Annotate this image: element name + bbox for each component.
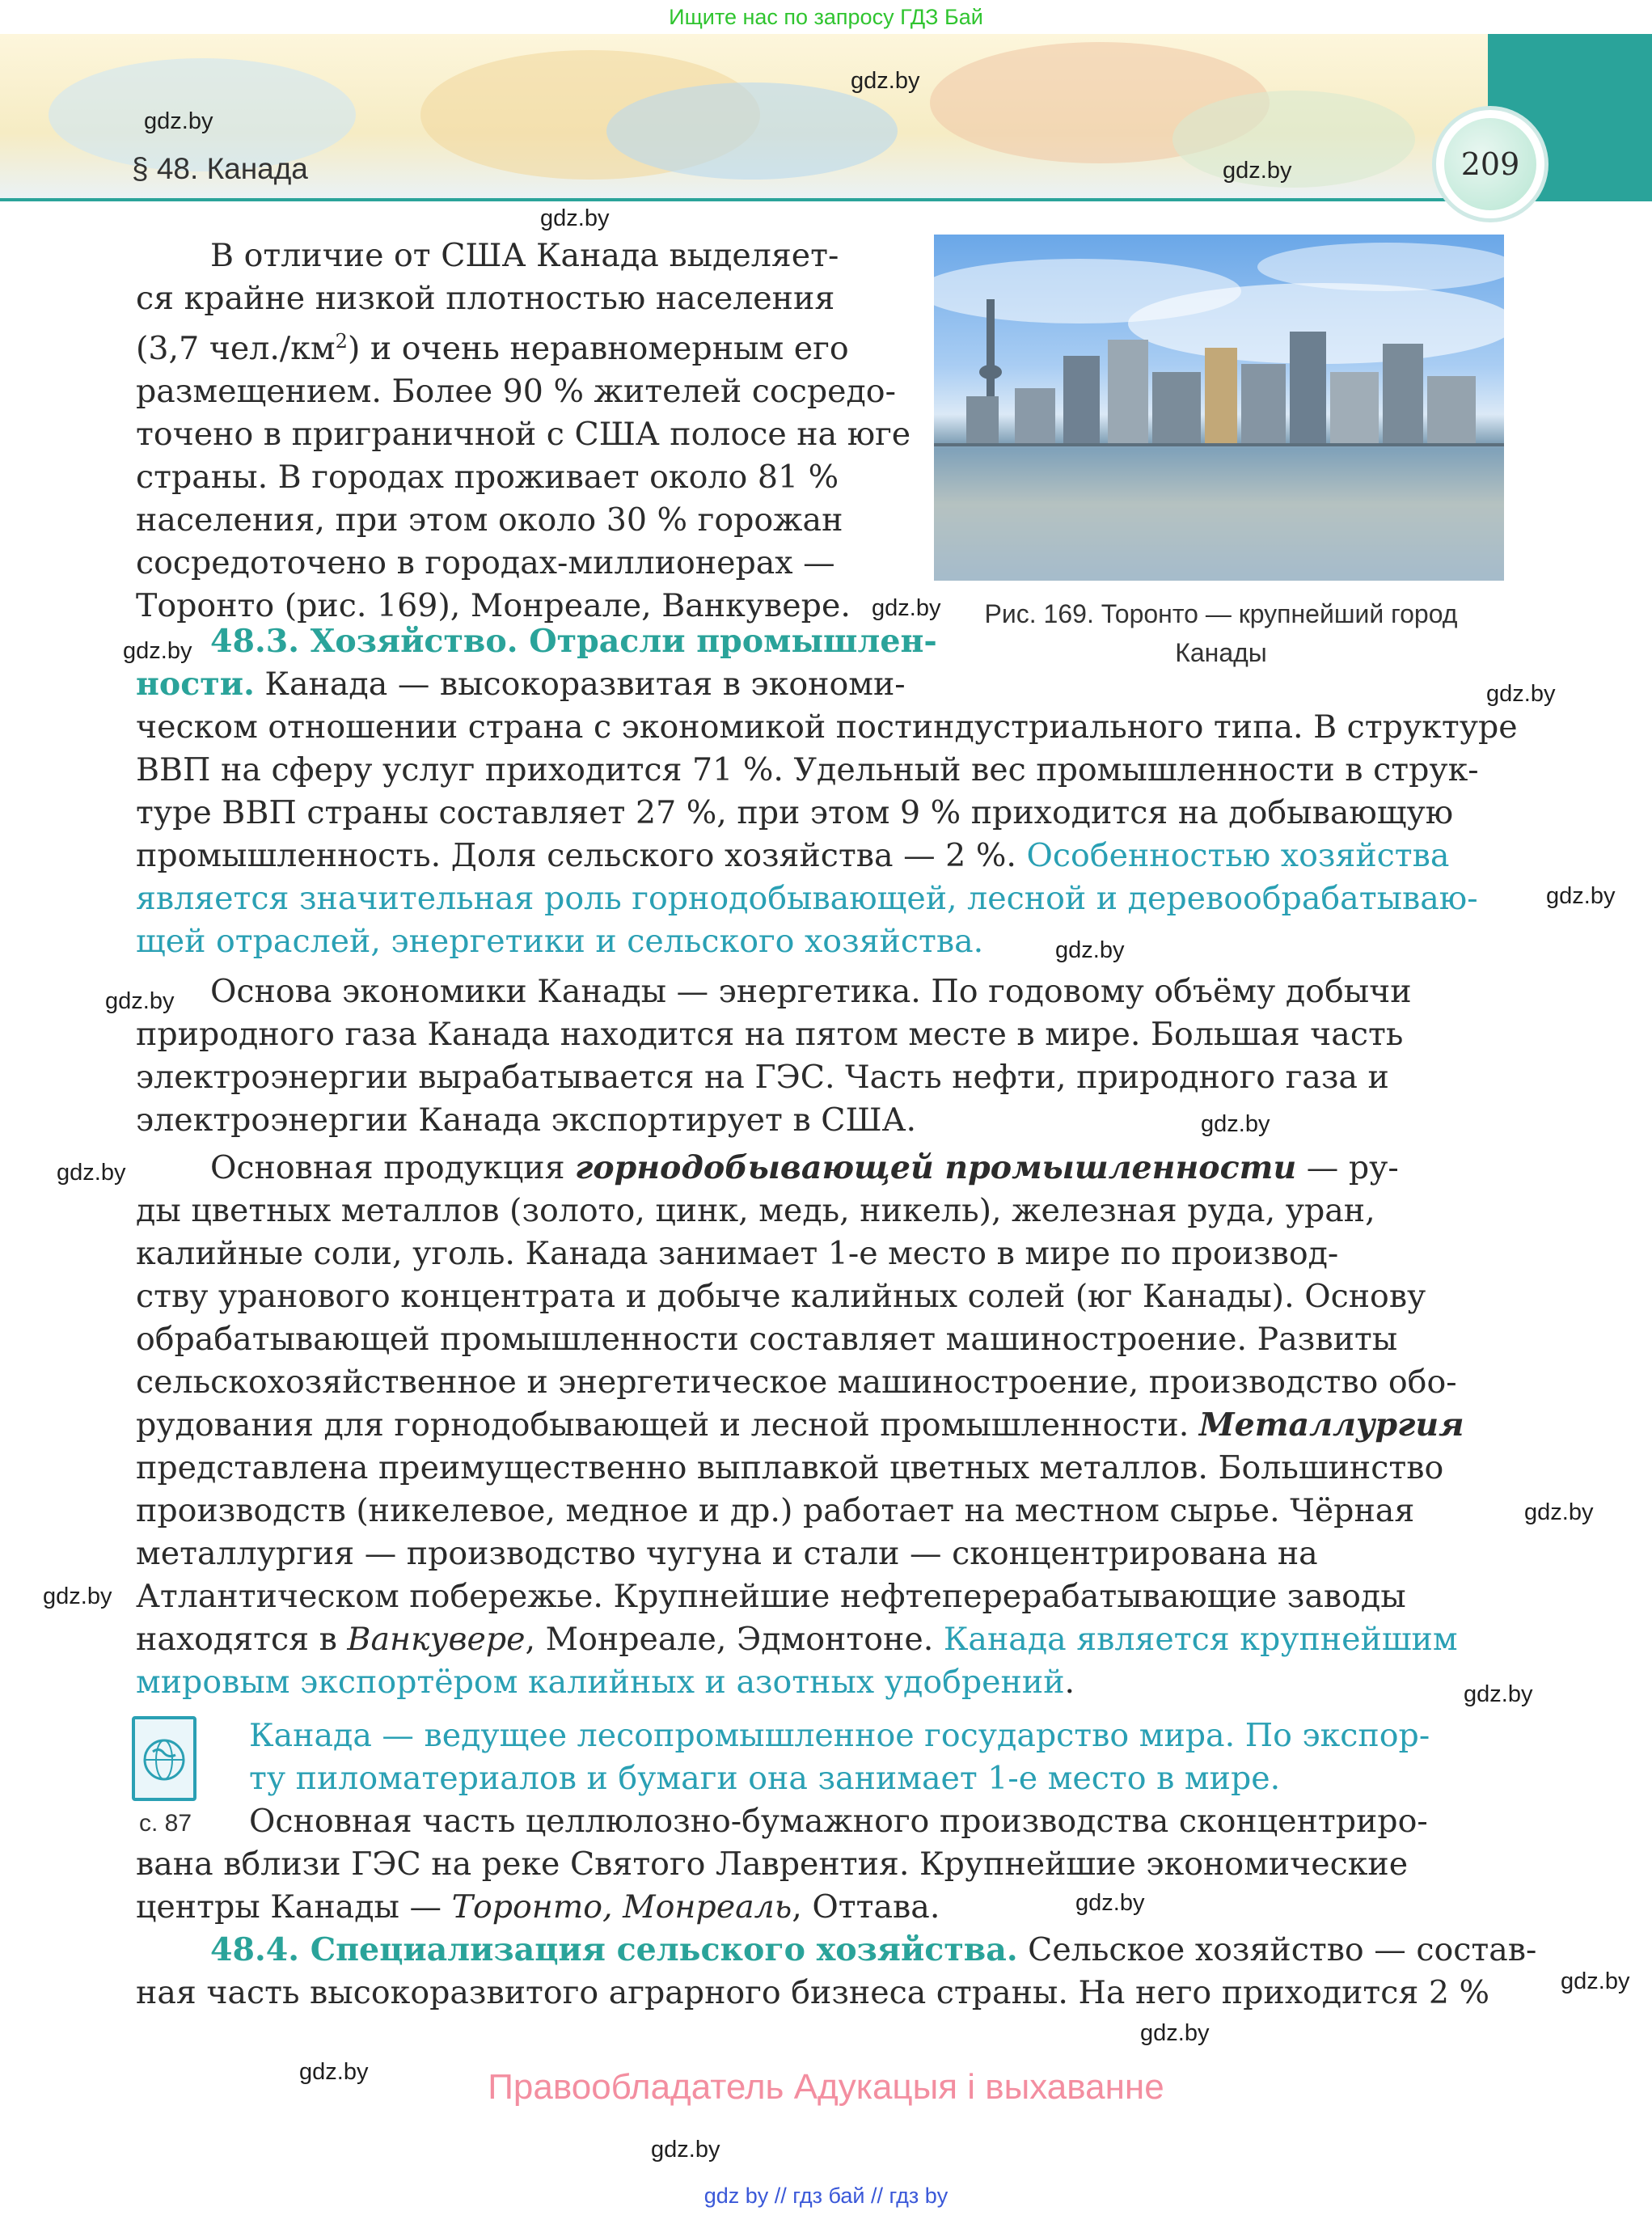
- text-line: электроэнергии вырабатывается на ГЭС. Часть нефти, природного газа и: [136, 1059, 1389, 1096]
- watermark: gdz.by: [1546, 883, 1616, 909]
- section-title: § 48. Канада: [132, 152, 308, 185]
- text-line: промышленность. Доля сельского хозяйства — 2 %. Особенностью хозяйства: [136, 837, 1450, 874]
- text-line-highlight: является значительная роль горнодобывающей, лесной и деревообрабатываю-: [136, 880, 1478, 917]
- text-line: страны. В городах проживает около 81 %: [136, 459, 839, 497]
- text-line: представлена преимущественно выплавкой цветных металлов. Большинство: [136, 1449, 1444, 1486]
- watermark: gdz.by: [123, 638, 192, 664]
- text-line: ческом отношении страна с экономикой постиндустриального типа. В структуре: [136, 708, 1518, 746]
- text-line-highlight: Канада — ведущее лесопромышленное государство мира. По экспор-: [249, 1717, 1430, 1754]
- watermark: gdz.by: [144, 108, 213, 134]
- text-line: электроэнергии Канада экспортирует в США.: [136, 1101, 917, 1139]
- watermark: gdz.by: [1561, 1968, 1630, 1994]
- heading-48-3: 48.3. Хозяйство. Отрасли промышлен-: [210, 623, 937, 660]
- text-line-highlight: щей отраслей, энергетики и сельского хозяйства.: [136, 923, 984, 960]
- text-line: (3,7 $чел./км^2$) и очень неравномерным его: [136, 330, 849, 368]
- watermark: gdz.by: [57, 1160, 126, 1186]
- page-number-badge: [1436, 110, 1544, 218]
- watermark: gdz.by: [1486, 681, 1556, 707]
- text-line: Торонто (рис. 169), Монреале, Ванкувере.: [136, 587, 851, 625]
- text-line: калийные соли, уголь. Канада занимает 1-е место в мире по производ-: [136, 1235, 1339, 1272]
- text-line: туре ВВП страны составляет 27 %, при этом 9 % приходится на добывающую: [136, 794, 1454, 831]
- text-line: ству уранового концентрата и добыче калийных солей (юг Канады). Основу: [136, 1278, 1426, 1315]
- text-line: металлургия — производство чугуна и стали — сконцентрирована на: [136, 1535, 1318, 1572]
- header-divider: [0, 198, 1652, 201]
- text-line: ды цветных металлов (золото, цинк, медь, никель), железная руда, уран,: [136, 1192, 1375, 1229]
- top-banner: Ищите нас по запросу ГДЗ Бай: [669, 5, 983, 29]
- text-line: Атлантическом побережье. Крупнейшие нефтеперерабатывающие заводы: [136, 1578, 1406, 1615]
- text-line: ВВП на сферу услуг приходится 71 %. Удельный вес промышленности в струк-: [136, 751, 1479, 789]
- text-line: производств (никелевое, медное и др.) работает на местном сырье. Чёрная: [136, 1492, 1415, 1529]
- text-line: обрабатывающей промышленности составляет машиностроение. Развиты: [136, 1321, 1398, 1358]
- watermark: gdz.by: [851, 68, 920, 94]
- watermark: gdz.by: [1140, 2020, 1210, 2046]
- watermark: gdz.by: [540, 205, 610, 231]
- watermark: gdz.by: [105, 988, 175, 1014]
- text-line: ности. Канада — высокоразвитая в экономи-: [136, 666, 906, 703]
- section-48-4: [136, 1929, 1537, 2015]
- paragraph-mining: [136, 1147, 1478, 1704]
- text-line: 48.4. Специализация сельского хозяйства. Сельское хозяйство — состав-: [210, 1931, 1537, 1968]
- text-line: Основа экономики Канады — энергетика. По годовому объёму добычи: [210, 973, 1412, 1010]
- figure-caption-line: Канады: [1175, 638, 1267, 667]
- watermark: gdz.by: [651, 2137, 720, 2163]
- text-line: населения, при этом около 30 % горожан: [136, 501, 843, 539]
- text-line: ная часть высокоразвитого аграрного бизнеса страны. На него приходится 2 %: [136, 1974, 1490, 2011]
- text-line: Основная продукция горнодобывающей промышленности — ру-: [210, 1149, 1399, 1186]
- watermark: gdz.by: [1464, 1681, 1533, 1707]
- copyright-footer: Правообладатель Адукацыя і выхаванне: [488, 2067, 1164, 2107]
- text-line: ся крайне низкой плотностью населения: [136, 280, 835, 317]
- watermark: gdz.by: [1201, 1111, 1270, 1137]
- text-line-highlight: ту пиломатериалов и бумаги она занимает 1-е место в мире.: [249, 1760, 1281, 1797]
- text-line: вана вблизи ГЭС на реке Святого Лаврентия. Крупнейшие экономические: [136, 1846, 1409, 1883]
- watermark: gdz.by: [1075, 1890, 1145, 1916]
- figure-caption-line: Рис. 169. Торонто — крупнейший город: [984, 599, 1458, 628]
- textbook-page-ref: с. 87: [139, 1810, 192, 1837]
- text-line: сельскохозяйственное и энергетическое машиностроение, производство обо-: [136, 1364, 1457, 1401]
- page-number: 209: [1444, 118, 1536, 210]
- watermark: gdz.by: [872, 595, 941, 621]
- watermark: gdz.by: [299, 2059, 369, 2085]
- text-line: находятся в Ванкувере, Монреале, Эдмонтоне. Канада является крупнейшим: [136, 1621, 1458, 1658]
- paragraph-energy: [136, 970, 1478, 1142]
- text-line: рудования для горнодобывающей и лесной промышленности. Металлургия: [136, 1406, 1464, 1444]
- text-line: природного газа Канада находится на пятом месте в мире. Большая часть: [136, 1016, 1404, 1053]
- watermark: gdz.by: [1223, 158, 1292, 184]
- bottom-links[interactable]: gdz by // гдз бай // гдз by: [703, 2184, 949, 2208]
- toronto-skyline-photo: [934, 235, 1504, 581]
- text-line: центры Канады — Торонто, Монреаль, Оттава.: [136, 1888, 940, 1926]
- text-line: сосредоточено в городах-миллионерах —: [136, 544, 835, 582]
- text-line: точено в приграничной с США полосе на юге: [136, 416, 911, 454]
- text-line: В отличие от США Канада выделяет-: [210, 237, 839, 274]
- section-48-3: [136, 620, 1518, 963]
- text-line: Основная часть целлюлозно-бумажного производства сконцентриро-: [249, 1803, 1428, 1840]
- watermark: gdz.by: [1524, 1499, 1594, 1525]
- watermark: gdz.by: [1055, 937, 1125, 963]
- paragraph-forest: [136, 1715, 1478, 1929]
- text-line: размещением. Более 90 % жителей сосредо-: [136, 373, 896, 411]
- watermark: gdz.by: [43, 1583, 112, 1609]
- text-line: мировым экспортёром калийных и азотных удобрений.: [136, 1664, 1075, 1701]
